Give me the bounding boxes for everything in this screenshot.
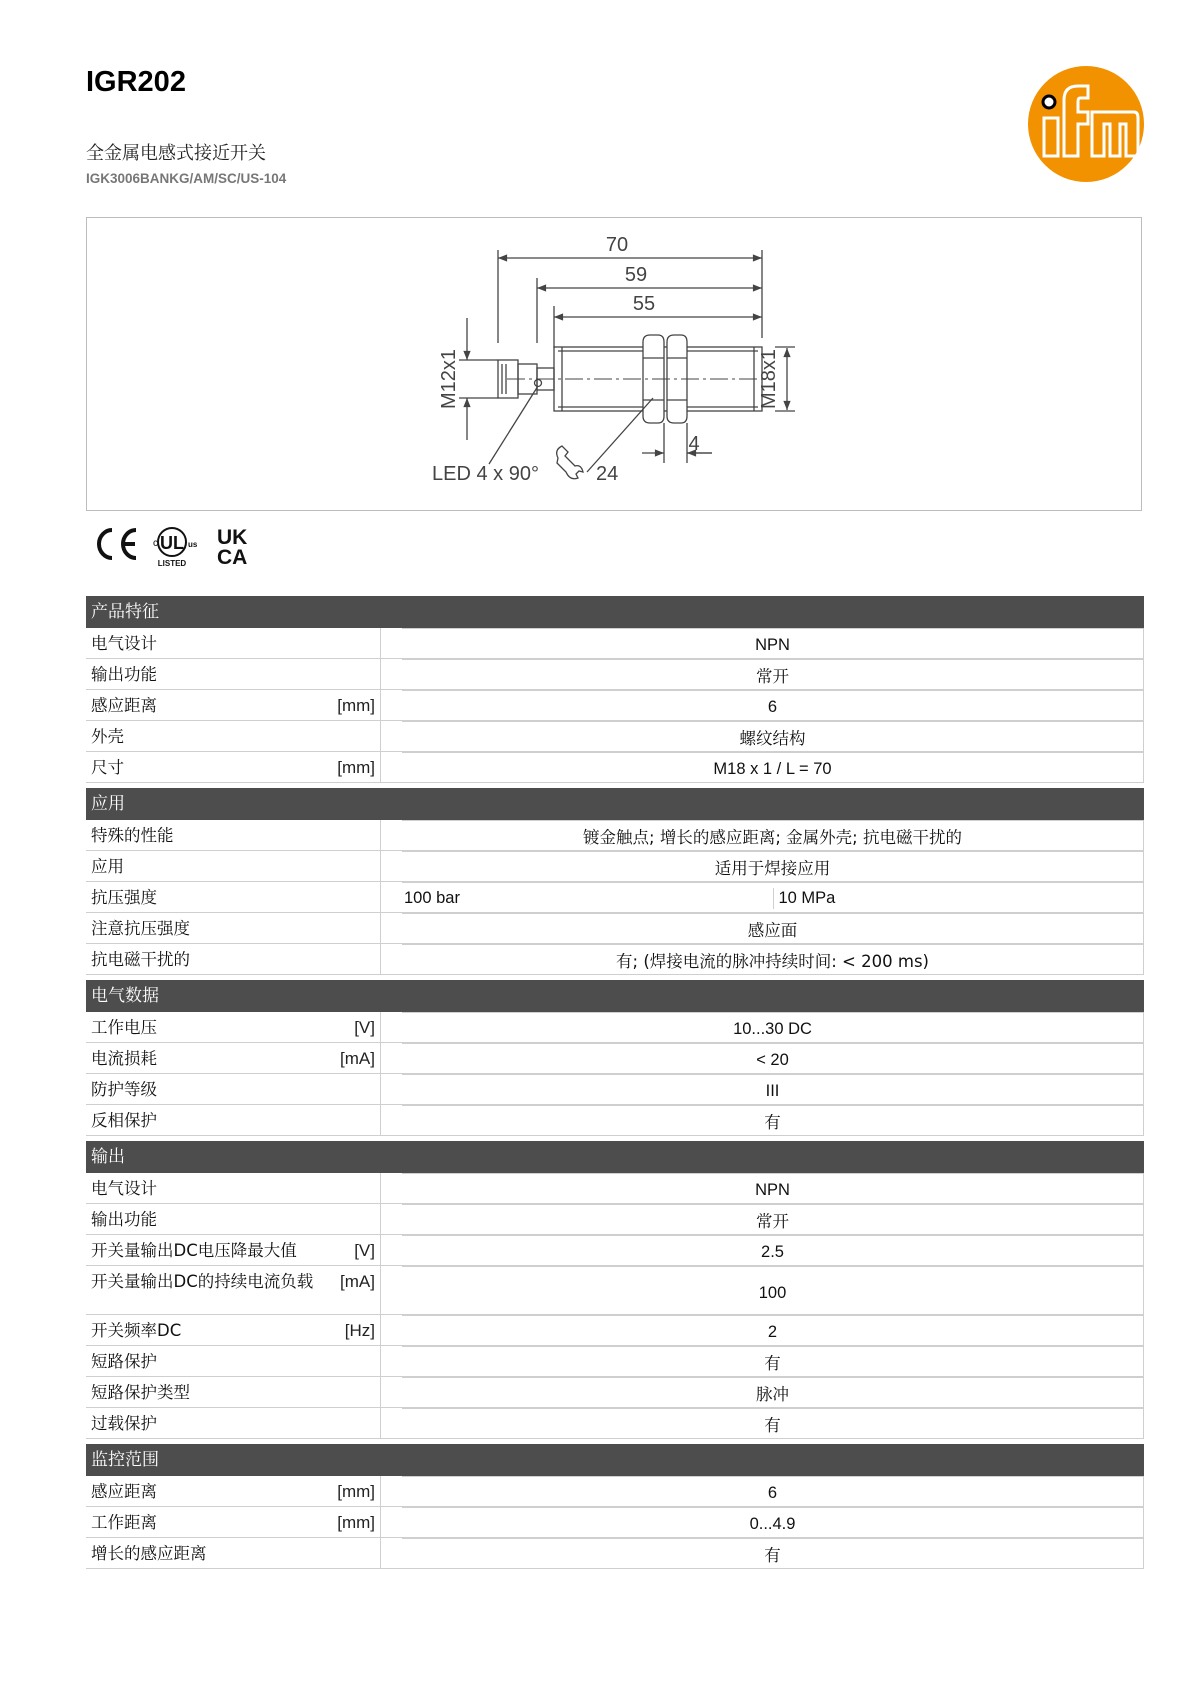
dim-m18-label: M18x1: [758, 348, 780, 410]
svg-text:LISTED: LISTED: [157, 559, 187, 568]
row-value: 适用于焊接应用: [402, 851, 1144, 881]
table-row: [86, 1173, 1144, 1204]
section-header: 应用: [86, 788, 1144, 820]
row-value: 有: [402, 1346, 1144, 1376]
row-value: 10...30 DC: [402, 1012, 1144, 1042]
table-row: [86, 1377, 1144, 1408]
dim-24-label: 24: [596, 463, 619, 485]
row-label: 抗电磁干扰的: [86, 944, 381, 974]
row-label: 开关频率DC [Hz]: [86, 1315, 381, 1345]
row-value: NPN: [402, 628, 1144, 658]
spec-table: [86, 596, 1144, 1569]
row-value: 常开: [402, 1204, 1144, 1234]
table-row: [86, 1012, 1144, 1043]
row-label: 防护等级: [86, 1074, 381, 1104]
row-label: 反相保护: [86, 1105, 381, 1135]
ifm-logo: [1026, 64, 1146, 184]
dim-70-label: 70: [605, 234, 629, 256]
table-row: [86, 1043, 1144, 1074]
sensor-drawing-svg: [87, 218, 1143, 512]
product-title: IGR202: [86, 66, 186, 98]
row-label: 过载保护: [86, 1408, 381, 1438]
value-mpa: 10 MPa: [773, 888, 1144, 909]
table-row: [86, 820, 1144, 851]
row-value: 有: [402, 1105, 1144, 1135]
row-label: 开关量输出DC的持续电流负载 [mA]: [86, 1266, 381, 1314]
dim-4-label: 4: [688, 433, 700, 455]
svg-text:CE: CE: [92, 522, 94, 523]
dim-59-label: 59: [624, 264, 648, 286]
row-label: 外壳: [86, 721, 381, 751]
row-value: 感应面: [402, 913, 1144, 943]
certification-marks: [92, 522, 262, 572]
table-row: [86, 1346, 1144, 1377]
row-label: 注意抗压强度: [86, 913, 381, 943]
row-label: 增长的感应距离: [86, 1538, 381, 1568]
row-value: 有: [402, 1408, 1144, 1438]
table-row: [86, 690, 1144, 721]
table-row: [86, 882, 1144, 913]
row-value: 常开: [402, 659, 1144, 689]
row-value: 有: [402, 1538, 1144, 1568]
section-header: 输出: [86, 1141, 1144, 1173]
table-row: [86, 851, 1144, 882]
row-label: 输出功能: [86, 1204, 381, 1234]
table-row: [86, 1266, 1144, 1315]
dim-m12-label: M12x1: [438, 348, 460, 410]
row-value: 100: [402, 1266, 1144, 1314]
row-label: 工作距离 [mm]: [86, 1507, 381, 1537]
row-value: 脉冲: [402, 1377, 1144, 1407]
row-label: 工作电压 [V]: [86, 1012, 381, 1042]
section-header: 电气数据: [86, 980, 1144, 1012]
section-header: 监控范围: [86, 1444, 1144, 1476]
row-value: 6: [402, 1476, 1144, 1506]
table-row: [86, 1408, 1144, 1439]
row-label: 开关量输出DC电压降最大值 [V]: [86, 1235, 381, 1265]
table-row: [86, 944, 1144, 975]
row-label: 电气设计: [86, 628, 381, 658]
table-row: [86, 628, 1144, 659]
table-row: [86, 1204, 1144, 1235]
table-row: [86, 1507, 1144, 1538]
row-value: NPN: [402, 1173, 1144, 1203]
row-value: 6: [402, 690, 1144, 720]
ce-mark-icon: [99, 530, 136, 558]
row-value: 2: [402, 1315, 1144, 1345]
value-bar: 100 bar: [404, 889, 460, 907]
row-value: [402, 882, 1144, 912]
table-row: [86, 1476, 1144, 1507]
row-label: 电流损耗 [mA]: [86, 1043, 381, 1073]
row-value: < 20: [402, 1043, 1144, 1073]
row-value: III: [402, 1074, 1144, 1104]
dim-55-label: 55: [632, 293, 656, 315]
row-label: 电气设计: [86, 1173, 381, 1203]
table-row: [86, 1538, 1144, 1569]
table-row: [86, 913, 1144, 944]
svg-text:CA: CA: [217, 546, 248, 569]
svg-text:UK: UK: [217, 526, 248, 549]
table-row: [86, 659, 1144, 690]
row-label: 特殊的性能: [86, 820, 381, 850]
dimension-drawing: [86, 217, 1142, 511]
row-label: 感应距离 [mm]: [86, 1476, 381, 1506]
row-value: 螺纹结构: [402, 721, 1144, 751]
row-label: 尺寸 [mm]: [86, 752, 381, 782]
led-label: LED 4 x 90°: [432, 463, 539, 485]
row-label: 应用: [86, 851, 381, 881]
row-label: 抗压强度: [86, 882, 381, 912]
ukca-mark-icon: [217, 526, 247, 569]
row-value: 2.5: [402, 1235, 1144, 1265]
svg-text:UL: UL: [160, 533, 184, 553]
row-value: 有; (焊接电流的脉冲持续时间: < 200 ms): [402, 944, 1144, 974]
row-label: 输出功能: [86, 659, 381, 689]
order-code: IGK3006BANKG/AM/SC/US-104: [86, 171, 287, 186]
row-label: 短路保护: [86, 1346, 381, 1376]
ul-listed-icon: [153, 528, 198, 568]
table-row: [86, 1315, 1144, 1346]
table-row: [86, 752, 1144, 783]
product-subtitle: 全金属电感式接近开关: [86, 143, 266, 164]
row-label: 短路保护类型: [86, 1377, 381, 1407]
table-row: [86, 721, 1144, 752]
row-value: M18 x 1 / L = 70: [402, 752, 1144, 782]
row-value: 0...4.9: [402, 1507, 1144, 1537]
table-row: [86, 1105, 1144, 1136]
row-label: 感应距离 [mm]: [86, 690, 381, 720]
table-row: [86, 1074, 1144, 1105]
row-value: 镀金触点; 增长的感应距离; 金属外壳; 抗电磁干扰的: [402, 820, 1144, 850]
table-row: [86, 1235, 1144, 1266]
section-header: 产品特征: [86, 596, 1144, 628]
svg-text:us: us: [188, 540, 198, 549]
svg-text:c: c: [153, 538, 158, 549]
